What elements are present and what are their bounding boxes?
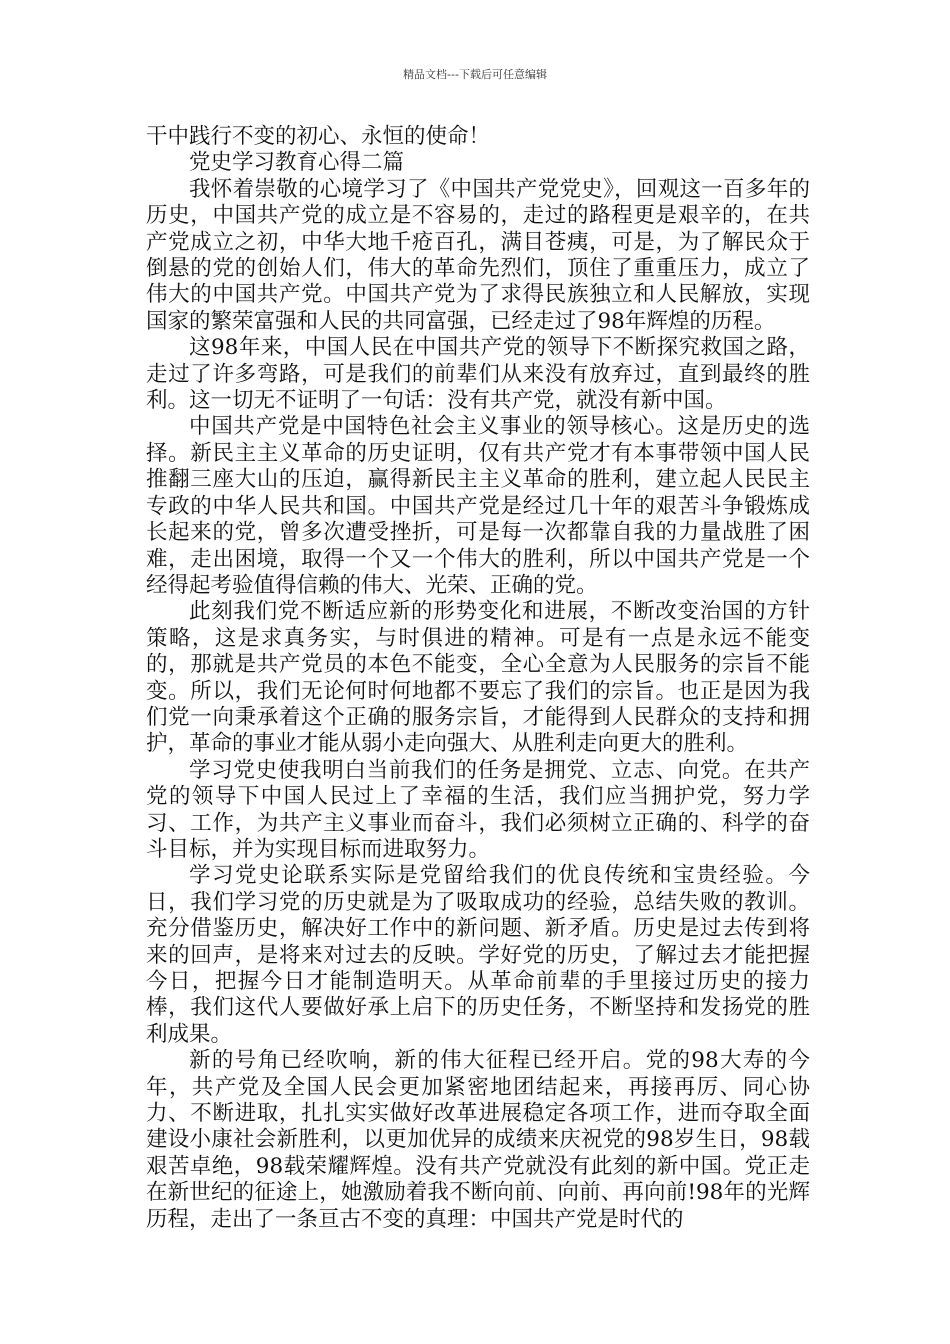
paragraph: 我怀着崇敬的心境学习了《中国共产党党史》，回观这一百多年的历史，中国共产党的成立是不容易的，走过的路程更是艰辛的，在共产党成立之初，中华大地千疮百孔，满目苍痍，可是，为了解民众于倒悬的党的创始人们，伟大的革命先烈们，顶住了重重压力，成立了伟大的中国共产党。中国共产党为了求得民族独立和人民解放，实现国家的繁荣富强和人民的共同富强，已经走过了98年辉煌的历程。	[146, 176, 810, 334]
section-title: 党史学习教育心得二篇	[189, 150, 405, 176]
page-header: 精品文档---下载后可任意编辑	[403, 68, 547, 81]
paragraph: 这98年来，中国人民在中国共产党的领导下不断探究救国之路，走过了许多弯路，可是我们的前辈们从来没有放弃过，直到最终的胜利。这一切无不证明了一句话：没有共产党，就没有新中国。	[146, 335, 810, 414]
paragraph-continuation: 干中践行不变的初心、永恒的使命！	[146, 124, 491, 149]
paragraph: 此刻我们党不断适应新的形势变化和进展，不断改变治国的方针策略，这是求真务实，与时俱进的精神。可是有一点是永远不能变的，那就是共产党员的本色不能变，全心全意为人民服务的宗旨不能变。所以，我们无论何时何地都不要忘了我们的宗旨。也正是因为我们党一向秉承着这个正确的服务宗旨，才能得到人民群众的支持和拥护，革命的事业才能从弱小走向强大、从胜利走向更大的胜利。	[146, 599, 810, 757]
paragraph: 学习党史论联系实际是党留给我们的优良传统和宝贵经验。今日，我们学习党的历史就是为了吸取成功的经验，总结失败的教训。充分借鉴历史，解决好工作中的新问题、新矛盾。历史是过去传到将来的回声，是将来对过去的反映。学好党的历史，了解过去才能把握今日，把握今日才能制造明天。从革命前辈的手里接过历史的接力棒，我们这代人要做好承上启下的历史任务，不断坚持和发扬党的胜利成果。	[146, 863, 810, 1047]
paragraph: 中国共产党是中国特色社会主义事业的领导核心。这是历史的选择。新民主主义革命的历史证明，仅有共产党才有本事带领中国人民推翻三座大山的压迫，赢得新民主主义革命的胜利，建立起人民民主专政的中华人民共和国。中国共产党是经过几十年的艰苦斗争锻炼成长起来的党，曾多次遭受挫折，可是每一次都靠自我的力量战胜了困难，走出困境，取得一个又一个伟大的胜利，所以中国共产党是一个经得起考验值得信赖的伟大、光荣、正确的党。	[146, 414, 810, 598]
paragraph: 学习党史使我明白当前我们的任务是拥党、立志、向党。在共产党的领导下中国人民过上了幸福的生活，我们应当拥护党，努力学习、工作，为共产主义事业而奋斗，我们必须树立正确的、科学的奋斗目标，并为实现目标而进取努力。	[146, 757, 810, 862]
paragraph: 新的号角已经吹响，新的伟大征程已经开启。党的98大寿的今年，共产党及全国人民会更加紧密地团结起来，再接再厉、同心协力、不断进取，扎扎实实做好改革进展稳定各项工作，进而夺取全面建设小康社会新胜利，以更加优异的成绩来庆祝党的98岁生日，98载艰苦卓绝，98载荣耀辉煌。没有共产党就没有此刻的新中国。党正走在新世纪的征途上，她激励着我不断向前、向前、再向前!98年的光辉历程，走出了一条亘古不变的真理：中国共产党是时代的	[146, 1048, 810, 1232]
document-body	[146, 124, 810, 1233]
